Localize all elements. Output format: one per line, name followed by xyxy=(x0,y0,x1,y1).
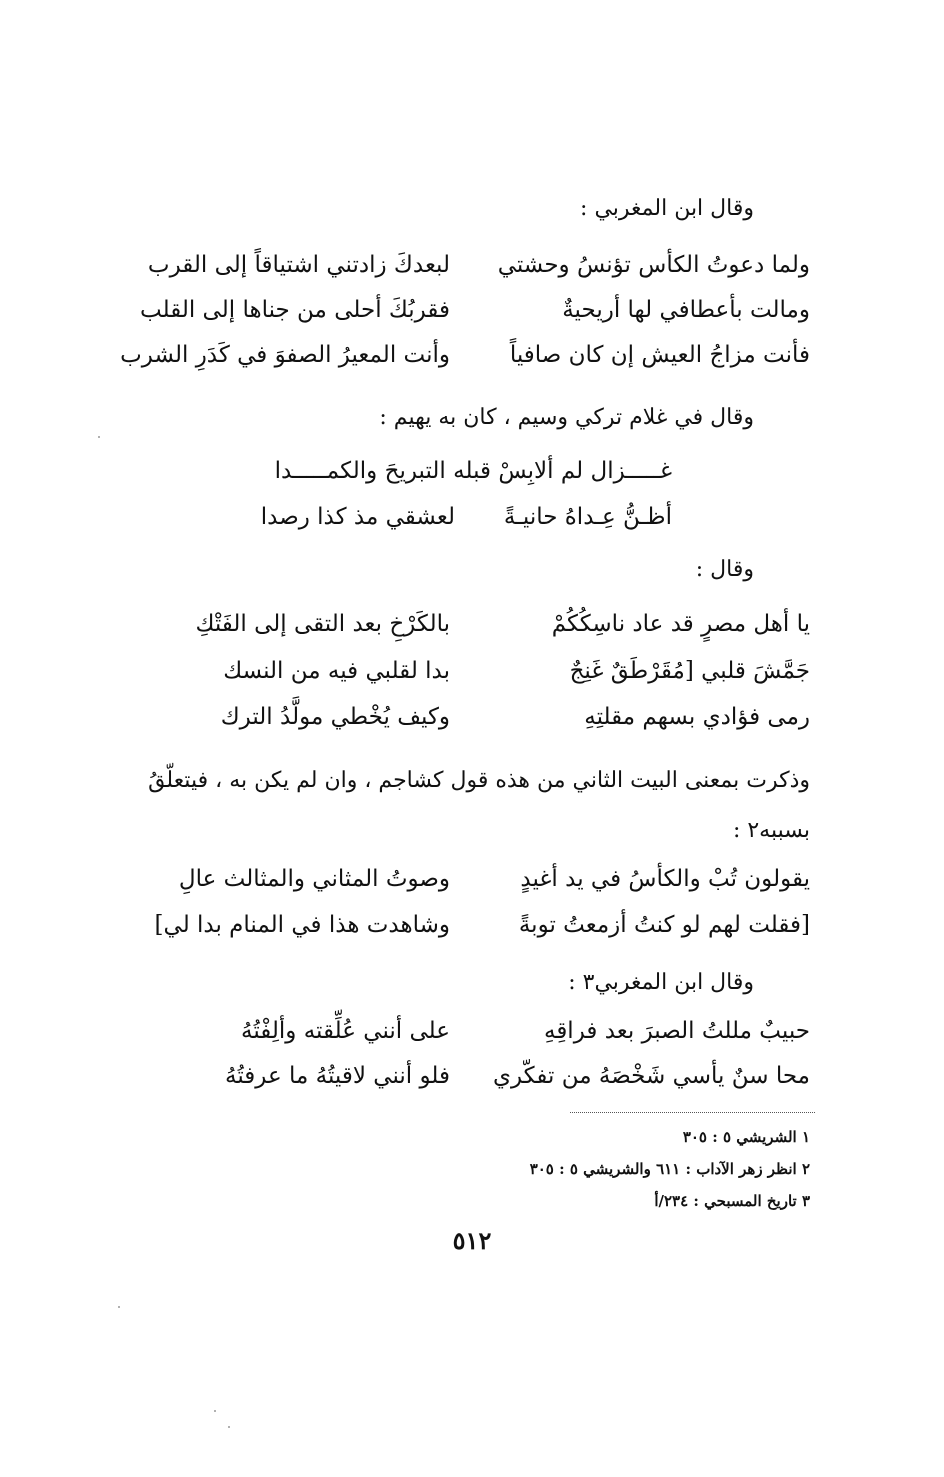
footnote-3: ٣ تاريخ المسبحي : ٢٣٤/أ xyxy=(654,1192,810,1210)
verse-line xyxy=(110,611,810,651)
verse-line xyxy=(110,342,810,382)
first-hemistich: حبيبٌ مللتُ الصبرَ بعد فراقِهِ xyxy=(543,1018,810,1044)
verse-line xyxy=(110,297,810,337)
first-hemistich: رمى فؤادي بسهم مقلتِهِ xyxy=(584,704,810,730)
scan-speck xyxy=(118,1306,120,1308)
footnote-divider xyxy=(570,1112,815,1113)
full-verse: غـــــزال لم ألابِسْ قبله التبريحَ والكمـــــدا xyxy=(274,458,672,484)
first-hemistich: يا أهل مصرٍ قد عاد ناسِكُكُمْ xyxy=(551,611,810,637)
intro-ibn-maghribi-2: وقال ابن المغربي٣ : xyxy=(568,970,754,995)
scan-speck xyxy=(98,436,100,438)
second-hemistich: على أنني عُلِّقته وألِفْتُهُ xyxy=(241,1018,450,1044)
second-hemistich: لعشقي مذ كذا رصدا xyxy=(260,504,455,530)
first-hemistich: ومالت بأعطافي لها أريحيةٌ xyxy=(562,297,810,323)
verse-line xyxy=(110,704,810,744)
first-hemistich: محا سنٌ يأسي شَخْصَهُ من تفكّري xyxy=(492,1063,810,1089)
verse-line xyxy=(240,504,672,544)
page-number: ٥١٢ xyxy=(452,1226,492,1255)
verse-line xyxy=(110,1063,810,1103)
first-hemistich: فأنت مزاجُ العيش إن كان صافياً xyxy=(509,342,810,368)
scan-speck xyxy=(228,1426,230,1428)
footnote-1: ١ الشريشي ٥ : ٣٠٥ xyxy=(682,1128,810,1146)
second-hemistich: فقربُكَ أحلى من جناها إلى القلب xyxy=(140,297,450,323)
second-hemistich: فلو أنني لاقيتُهُ ما عرفتُهُ xyxy=(225,1063,450,1089)
second-hemistich: وشاهدت هذا في المنام بدا لي] xyxy=(154,912,450,938)
second-hemistich: بدا لقلبي فيه من النسك xyxy=(223,658,450,684)
second-hemistich: لبعدكَ زادتني اشتياقاً إلى القرب xyxy=(147,252,450,278)
second-hemistich: وكيف يُخْطي مولَّدُ الترك xyxy=(220,704,450,730)
intro-turkish-boy: وقال في غلام تركي وسيم ، كان به يهيم : xyxy=(379,405,754,430)
verse-line xyxy=(110,1018,810,1058)
first-hemistich: جَمَّشَ قلبي [مُقَرْطَقٌ غَنِجٌ xyxy=(569,658,810,684)
footnote-2: ٢ انظر زهر الآداب : ٦١١ والشريشي ٥ : ٣٠٥ xyxy=(529,1160,810,1178)
verse-line xyxy=(110,866,810,906)
verse-line xyxy=(110,912,810,952)
intro-ibn-maghribi: وقال ابن المغربي : xyxy=(580,196,754,221)
second-hemistich: بالكَرْخِ بعد التقى إلى الفَتْكِ xyxy=(195,611,450,637)
first-hemistich: يقولون تُبْ والكأسُ في يد أغيدٍ xyxy=(520,866,810,892)
second-hemistich: وأنت المعيرُ الصفوَ في كَدَرِ الشرب xyxy=(120,342,450,368)
second-hemistich: وصوتُ المثاني والمثالث عالِ xyxy=(178,866,450,892)
first-hemistich: [فقلت لهم لو كنتُ أزمعتُ توبةً xyxy=(518,912,810,938)
first-hemistich: أظـنُّ عِـداهُ حانيـةً xyxy=(503,504,672,530)
first-hemistich: ولما دعوتُ الكأس تؤنسُ وحشتي xyxy=(497,252,810,278)
verse-line xyxy=(240,458,672,498)
verse-line xyxy=(110,252,810,292)
scan-speck xyxy=(214,1410,216,1412)
prose-paragraph: وذكرت بمعنى البيت الثاني من هذه قول كشاجم ، وان لم يكن به ، فيتعلّقُ بسببه٢ : xyxy=(148,768,810,843)
verse-line xyxy=(110,658,810,698)
intro-wa-qal: وقال : xyxy=(695,557,754,582)
